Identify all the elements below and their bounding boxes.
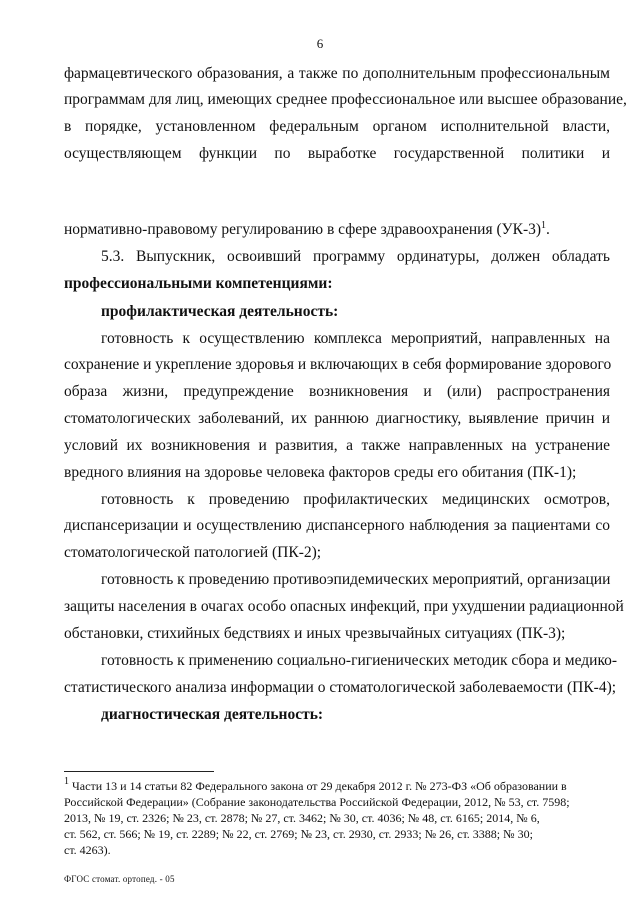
body-line: условий их возникновения и развития, а также направленных на устранение [64, 437, 610, 454]
body-line: готовность к проведению профилактических медицинских осмотров, [101, 491, 610, 508]
body-line: готовность к осуществлению комплекса мероприятий, направленных на [101, 330, 610, 347]
body-line: готовность к проведению противоэпидемических мероприятий, организации [101, 571, 611, 588]
footnote-line: 2013, № 19, ст. 2326; № 23, ст. 2878; № 27, ст. 3462; № 30, ст. 4036; № 48, ст. 6165; 2014, № 6, [64, 811, 540, 825]
body-line: осуществляющем функции по выработке государственной политики и [64, 145, 610, 162]
footnote-marker: 1 [64, 776, 69, 787]
body-line: статистического анализа информации о стоматологической заболеваемости (ПК-4); [64, 679, 617, 696]
body-line: образа жизни, предупреждение возникновения и (или) распространения [64, 383, 610, 400]
activity-heading-prevention: профилактическая деятельность: [101, 303, 339, 320]
body-line: защиты населения в очагах особо опасных инфекций, при ухудшении радиационной [64, 598, 624, 615]
body-line: в порядке, установленном федеральным органом исполнительной власти, [64, 118, 610, 135]
page-footer: ФГОС стомат. ортопед. - 05 [64, 874, 175, 884]
footnote-divider [64, 771, 214, 772]
footnote-line: ст. 4263). [64, 843, 111, 857]
activity-heading-diagnostics: диагностическая деятельность: [101, 706, 324, 723]
page-number: 6 [316, 36, 324, 51]
competencies-heading: профессиональными компетенциями: [64, 275, 333, 292]
footnote-text: Части 13 и 14 статьи 82 Федерального закона от 29 декабря 2012 г. № 273-ФЗ «Об образовании в [72, 779, 567, 793]
footnote-line: Российской Федерации» (Собрание законодательства Российской Федерации, 2012, № 53, ст. 7598; [64, 795, 570, 809]
body-line: готовность к применению социально-гигиенических методик сбора и медико- [101, 652, 618, 669]
body-line: фармацевтического образования, а также по дополнительным профессиональным [64, 65, 610, 82]
body-line: диспансеризации и осуществлению диспансерного наблюдения за пациентами со [64, 517, 610, 534]
body-line: обстановки, стихийных бедствиях и иных чрезвычайных ситуациях (ПК-3); [64, 625, 566, 642]
body-line: вредного влияния на здоровье человека факторов среды его обитания (ПК-1); [64, 464, 577, 481]
body-line-text: нормативно-правовому регулированию в сфере здравоохранения (УК-3) [64, 221, 542, 238]
body-line: нормативно-правовому регулированию в сфере здравоохранения $(УК-3)^1$. [64, 220, 550, 238]
footnote-ref: 1 [541, 220, 547, 231]
section-heading-5-3: 5.3. Выпускник, освоивший программу ординатуры, должен обладать [101, 248, 610, 265]
body-line: программам для лиц, имеющих среднее профессиональное или высшее образование, [64, 91, 627, 108]
body-line: стоматологической патологией (ПК-2); [64, 544, 322, 561]
body-line: сохранение и укрепление здоровья и включающих в себя формирование здорового [64, 356, 612, 373]
footnote-line: ст. 562, ст. 566; № 19, ст. 2289; № 22, ст. 2769; № 23, ст. 2930, ст. 2933; № 26, ст. 3388; № 30; [64, 827, 533, 841]
body-line: стоматологических заболеваний, их раннюю диагностику, выявление причин и [64, 410, 610, 427]
footnote-line [64, 778, 614, 794]
